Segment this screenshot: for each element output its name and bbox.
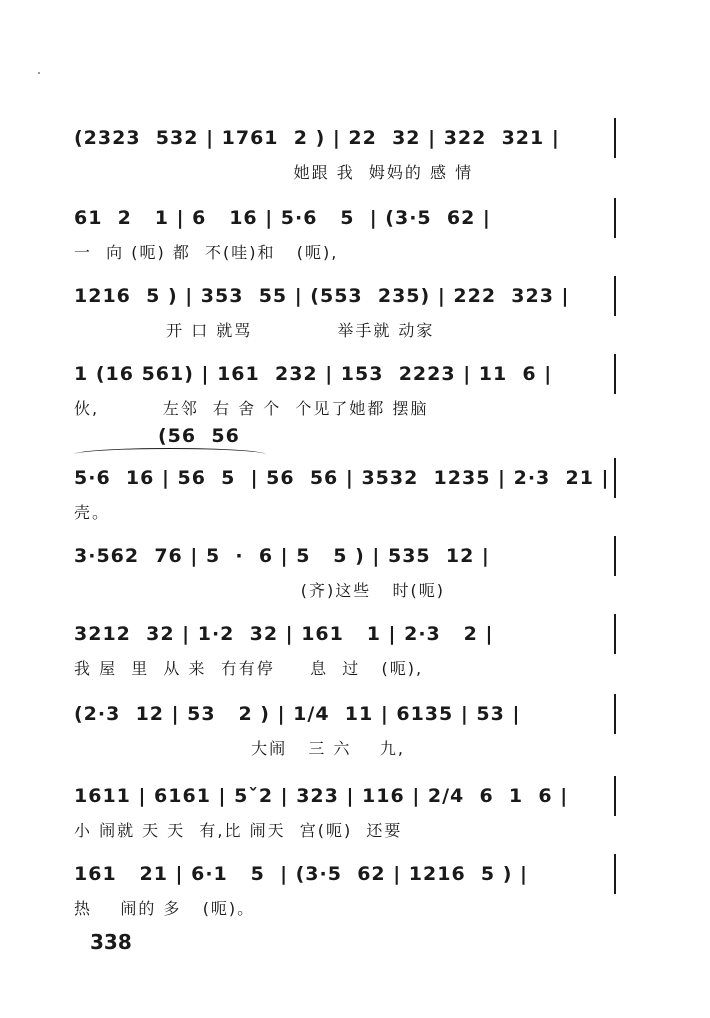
lyric-line: 壳。	[74, 503, 111, 522]
notation-line: 1 (16 561) | 161 232 | 153 2223 | 11 6 |	[74, 354, 616, 394]
score-line-1	[0, 118, 710, 188]
score-line-7	[0, 614, 710, 684]
notation-line: 1611 | 6161 | 5ˇ2 | 323 | 116 | 2/4 6 1 6 |	[74, 776, 616, 816]
notation-line: (2·3 12 | 53 2 ) | 1/4 11 | 6135 | 53 |	[74, 694, 616, 734]
lyric-line: 伙, 左邻 右 舍 个 个见了她都 摆脑	[74, 399, 429, 418]
notation-line: 3212 32 | 1·2 32 | 161 1 | 2·3 2 |	[74, 614, 616, 654]
score-line-9	[0, 776, 710, 846]
lyric-line: (齐)这些 时(呃)	[74, 581, 445, 600]
score-line-8	[0, 694, 710, 764]
page-number: 338	[90, 930, 132, 954]
lyric-line: 一 向 (呃) 都 不(哇)和 (呃),	[74, 243, 339, 262]
notation-line: 3·562 76 | 5 · 6 | 5 5 ) | 535 12 |	[74, 536, 616, 576]
notation-line: 61 2 1 | 6 16 | 5·6 5 | (3·5 62 |	[74, 198, 616, 238]
lyric-line: 大闹 三 六 九,	[74, 739, 405, 758]
lyric-line: 开 口 就骂 举手就 动家	[74, 321, 435, 340]
score-line-6	[0, 536, 710, 606]
stray-mark	[38, 72, 40, 74]
score-line-10	[0, 854, 710, 924]
notation-line: 1216 5 ) | 353 55 | (553 235) | 222 323 |	[74, 276, 616, 316]
lyric-line: 热 闹的 多 (呃)。	[74, 899, 256, 918]
notation-line: 161 21 | 6·1 5 | (3·5 62 | 1216 5 ) |	[74, 854, 616, 894]
score-line-4	[0, 354, 710, 424]
lyric-line: 小 闹就 天 天 有,比 闹天 宫(呃) 还要	[74, 821, 403, 840]
score-line-2	[0, 198, 710, 268]
notation-line: 5·6 16 | 56 5 | 56 56 | 3532 1235 | 2·3 21 |	[74, 458, 616, 498]
lyric-line: 我 屋 里 从 来 冇有停 息 过 (呃),	[74, 659, 424, 678]
lyric-line: 她跟 我 姆妈的 感 情	[74, 163, 474, 182]
score-line-5	[0, 458, 710, 528]
notation-line: (2323 532 | 1761 2 ) | 22 32 | 322 321 |	[74, 118, 616, 158]
alternate-phrase: (56 56	[158, 425, 240, 447]
score-line-3	[0, 276, 710, 346]
